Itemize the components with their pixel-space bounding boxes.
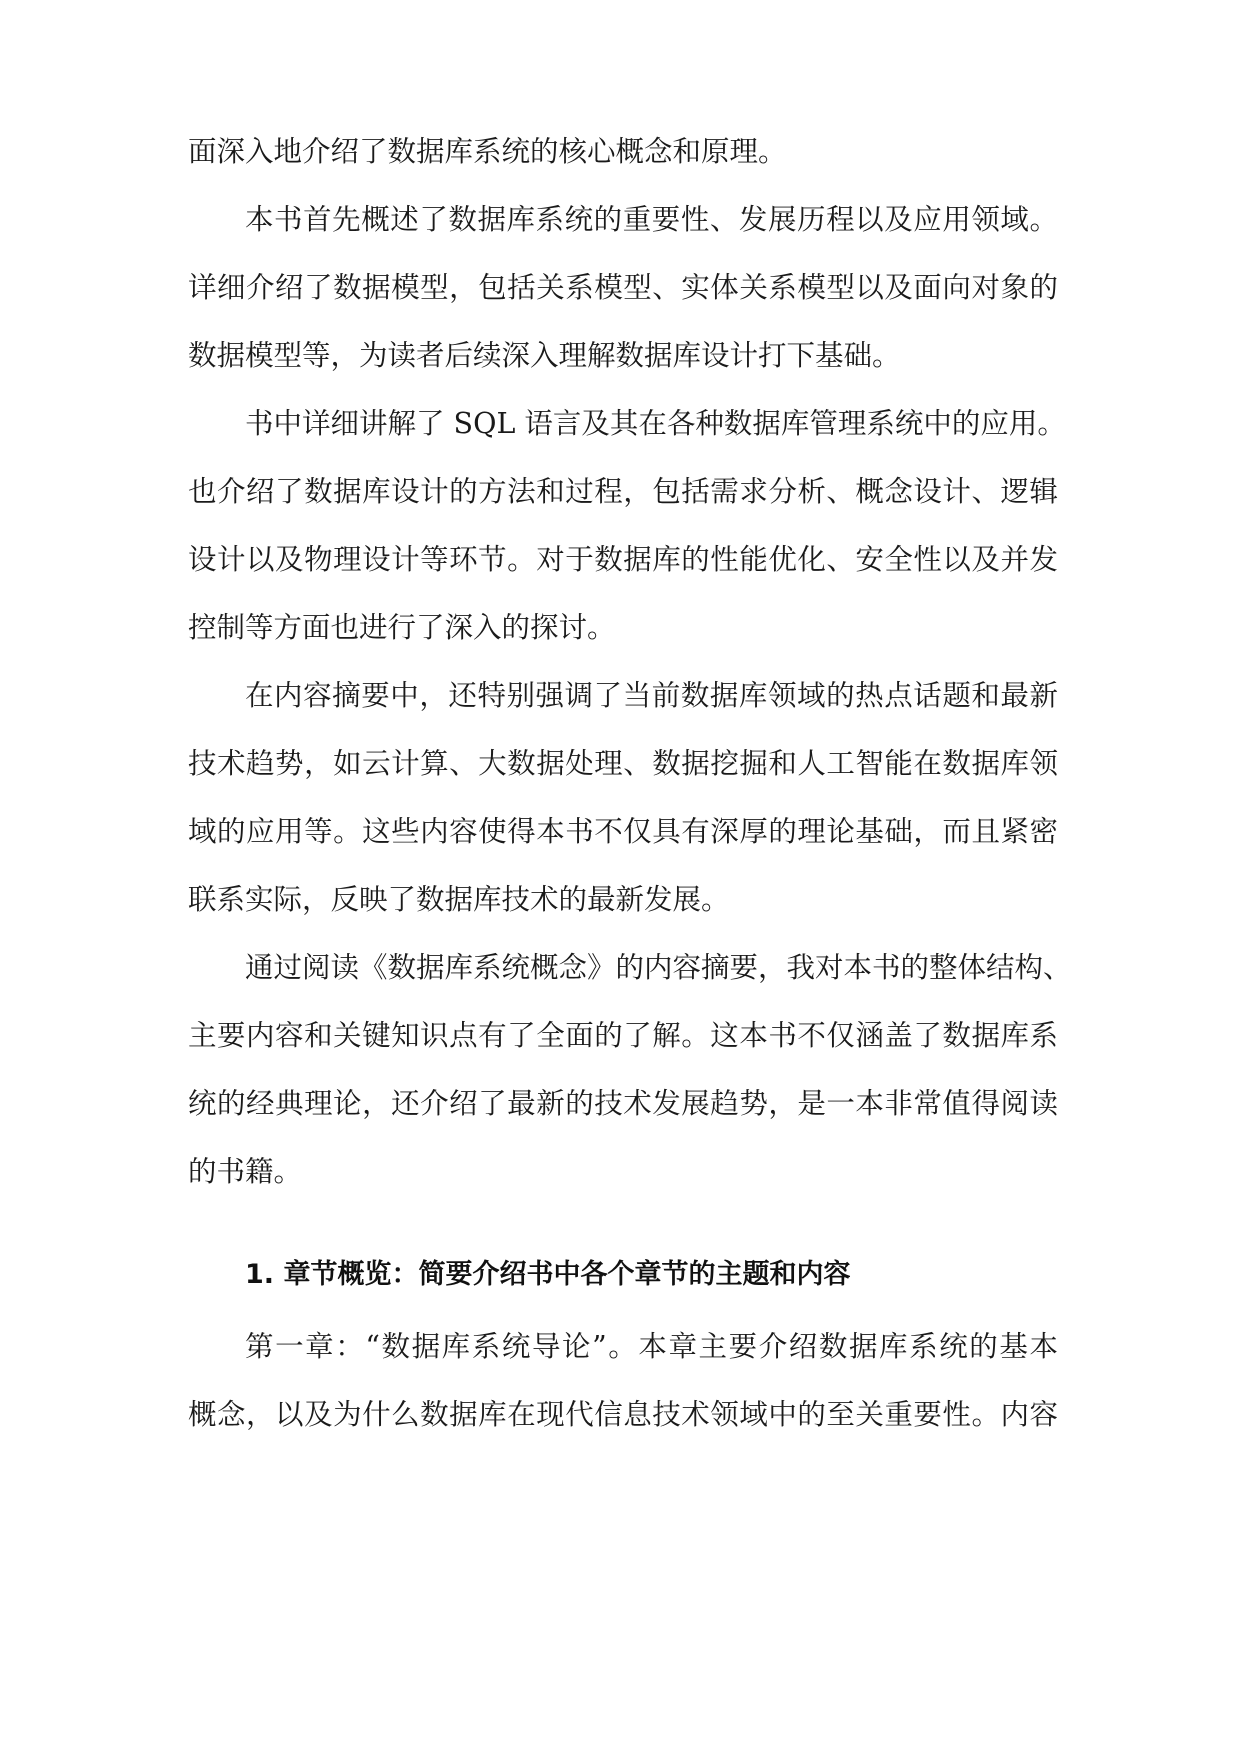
text-line: 第一章：“数据库系统导论”。本章主要介绍数据库系统的基本 bbox=[245, 1330, 1058, 1363]
text-line: 控制等方面也进行了深入的探讨。 bbox=[188, 611, 616, 644]
text-line: 面深入地介绍了数据库系统的核心概念和原理。 bbox=[188, 135, 787, 168]
text-line: 联系实际，反映了数据库技术的最新发展。 bbox=[188, 883, 730, 916]
text-line: 主要内容和关键知识点有了全面的了解。这本书不仅涵盖了数据库系 bbox=[188, 1019, 1058, 1052]
text-line: 详细介绍了数据模型，包括关系模型、实体关系模型以及面向对象的 bbox=[188, 271, 1058, 304]
section-heading: 1. 章节概览：简要介绍书中各个章节的主题和内容 bbox=[245, 1259, 851, 1290]
text-line: 也介绍了数据库设计的方法和过程，包括需求分析、概念设计、逻辑 bbox=[188, 475, 1058, 508]
text-line: 域的应用等。这些内容使得本书不仅具有深厚的理论基础，而且紧密 bbox=[188, 815, 1058, 848]
text-line: 在内容摘要中，还特别强调了当前数据库领域的热点话题和最新 bbox=[245, 679, 1058, 712]
text-line: 技术趋势，如云计算、大数据处理、数据挖掘和人工智能在数据库领 bbox=[188, 747, 1058, 780]
text-line: 通过阅读《数据库系统概念》的内容摘要，我对本书的整体结构、 bbox=[245, 951, 1072, 984]
text-line: 书中详细讲解了 SQL 语言及其在各种数据库管理系统中的应用。 bbox=[245, 407, 1066, 440]
text-line: 设计以及物理设计等环节。对于数据库的性能优化、安全性以及并发 bbox=[188, 543, 1058, 576]
text-line: 本书首先概述了数据库系统的重要性、发展历程以及应用领域。 bbox=[245, 203, 1058, 236]
text-line: 数据模型等，为读者后续深入理解数据库设计打下基础。 bbox=[188, 339, 901, 372]
text-line: 概念，以及为什么数据库在现代信息技术领域中的至关重要性。内容 bbox=[188, 1398, 1058, 1431]
text-line: 的书籍。 bbox=[188, 1155, 303, 1188]
text-line: 统的经典理论，还介绍了最新的技术发展趋势，是一本非常值得阅读 bbox=[188, 1087, 1058, 1120]
